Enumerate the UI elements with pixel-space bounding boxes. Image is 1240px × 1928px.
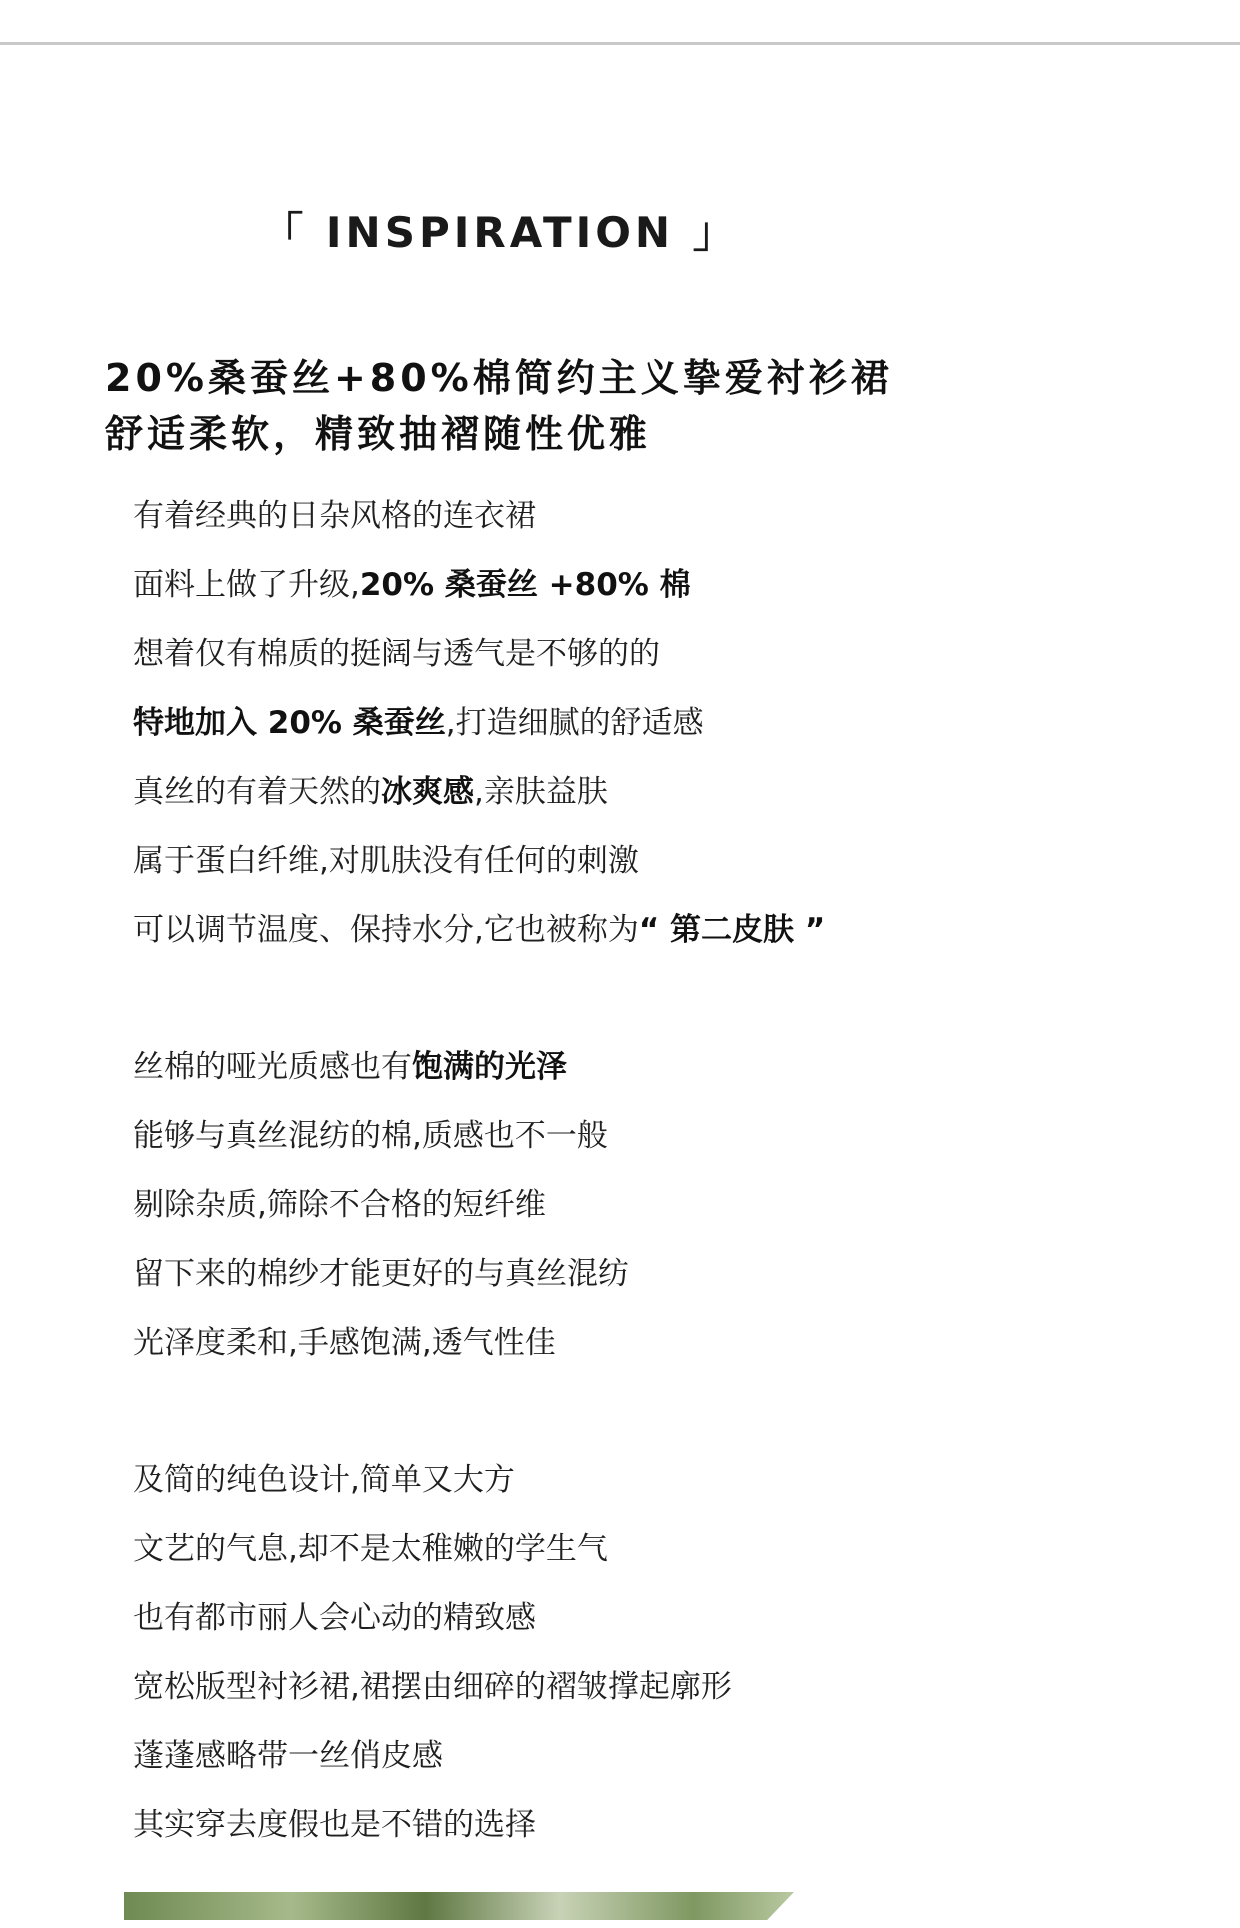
description-line: [133, 1446, 1133, 1515]
headline-line-1: 20%桑蚕丝+80%棉简约主义挚爱衬衫裙: [105, 356, 893, 400]
body-text: 蓬蓬感略带一丝俏皮感: [133, 1738, 443, 1774]
description-line: [133, 1102, 1133, 1171]
emphasis-text: “ 第二皮肤 ”: [638, 912, 826, 948]
description-line: [133, 551, 1133, 620]
description-line: [133, 1791, 1133, 1860]
body-text: ,亲肤益肤: [474, 774, 608, 810]
description-line: [133, 1653, 1133, 1722]
headline-line-2: 舒适柔软，精致抽褶随性优雅: [105, 412, 652, 456]
body-text: 真丝的有着天然的: [133, 774, 381, 810]
body-text: 能够与真丝混纺的棉,质感也不一般: [133, 1118, 608, 1154]
description-line: [133, 827, 1133, 896]
description-line: [133, 1584, 1133, 1653]
body-text: 想着仅有棉质的挺阔与透气是不够的的: [133, 636, 660, 672]
description-line: [133, 1722, 1133, 1791]
body-text: 留下来的棉纱才能更好的与真丝混纺: [133, 1256, 629, 1292]
description-paragraph: [133, 1446, 1133, 1860]
body-text: 宽松版型衬衫裙,裙摆由细碎的褶皱撑起廓形: [133, 1669, 732, 1705]
body-text: 其实穿去度假也是不错的选择: [133, 1807, 536, 1843]
emphasis-text: 冰爽感: [381, 774, 474, 810]
description-paragraph: [133, 482, 1133, 965]
description-line: [133, 896, 1133, 965]
body-text: 及简的纯色设计,简单又大方: [133, 1462, 515, 1498]
body-text: 文艺的气息,却不是太稚嫩的学生气: [133, 1531, 608, 1567]
product-photo-edge: [124, 1892, 794, 1920]
top-divider: [0, 42, 1240, 45]
description-line: [133, 689, 1133, 758]
headline-block: [105, 350, 1105, 462]
description-line: [133, 758, 1133, 827]
emphasis-text: 饱满的光泽: [412, 1049, 567, 1085]
description-line: [133, 1309, 1133, 1378]
body-text: 剔除杂质,筛除不合格的短纤维: [133, 1187, 546, 1223]
body-text: 也有都市丽人会心动的精致感: [133, 1600, 536, 1636]
emphasis-text: 20% 桑蚕丝 +80% 棉: [359, 567, 691, 603]
body-text: ,打造细腻的舒适感: [445, 705, 704, 741]
emphasis-text: 特地加入 20% 桑蚕丝: [133, 705, 446, 741]
section-title: 「 INSPIRATION 」: [261, 208, 739, 257]
description-line: [133, 620, 1133, 689]
description-line: [133, 1171, 1133, 1240]
body-text: 可以调节温度、保持水分,它也被称为: [133, 912, 639, 948]
description-line: [133, 1240, 1133, 1309]
description-line: [133, 482, 1133, 551]
body-text: 丝棉的哑光质感也有: [133, 1049, 412, 1085]
body-text: 有着经典的日杂风格的连衣裙: [133, 498, 536, 534]
description-paragraph: [133, 1033, 1133, 1378]
description-line: [133, 1033, 1133, 1102]
body-text: 光泽度柔和,手感饱满,透气性佳: [133, 1325, 556, 1361]
body-text: 属于蛋白纤维,对肌肤没有任何的刺激: [133, 843, 639, 879]
description-body: [133, 482, 1133, 1928]
description-line: [133, 1515, 1133, 1584]
body-text: 面料上做了升级,: [133, 567, 360, 603]
